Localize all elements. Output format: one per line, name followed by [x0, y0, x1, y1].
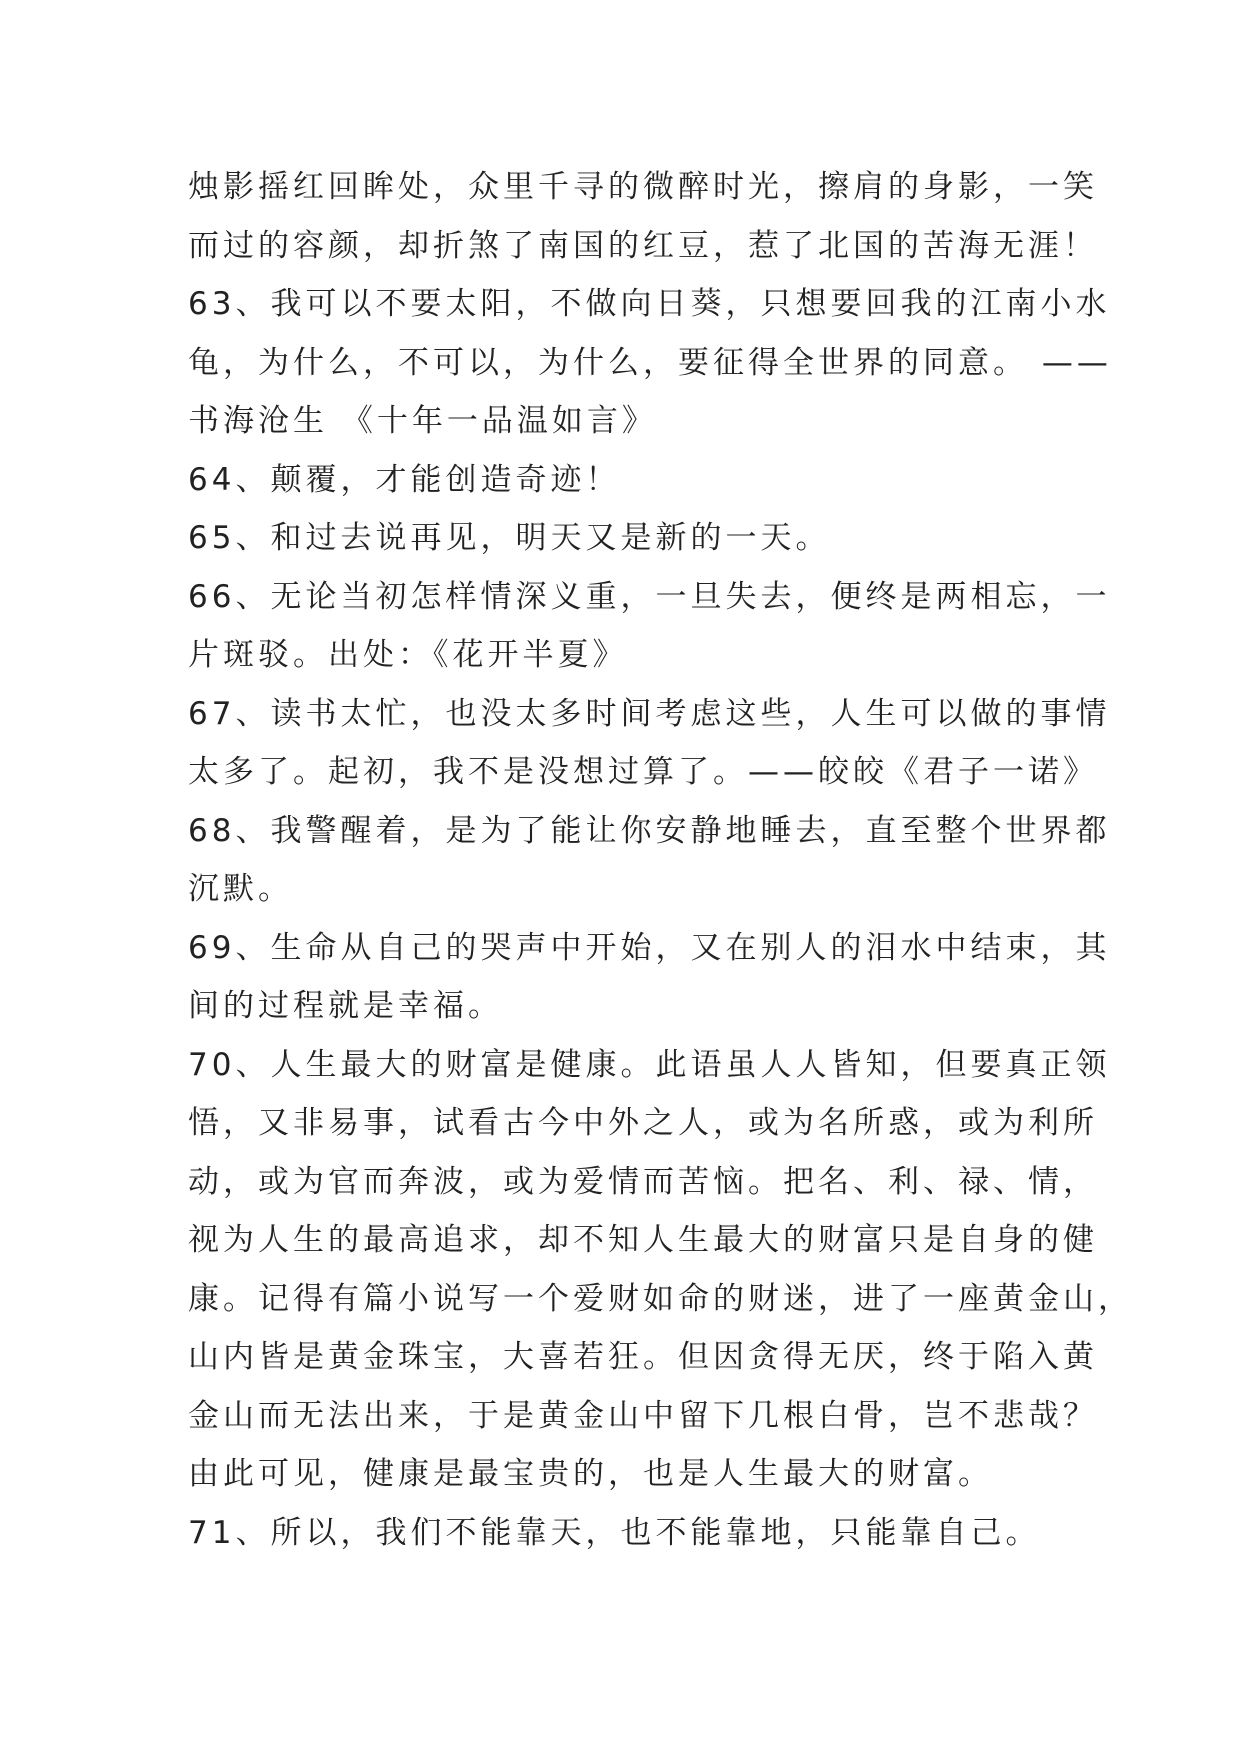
text-line: 金山而无法出来，于是黄金山中留下几根白骨，岂不悲哉？ — [188, 1397, 1098, 1434]
text-line: 68、我警醒着，是为了能让你安静地睡去，直至整个世界都 — [188, 812, 1111, 849]
body-text — [188, 158, 1133, 1562]
text-line: 龟，为什么，不可以，为什么，要征得全世界的同意。 —— — [188, 344, 1112, 381]
text-line: 动，或为官而奔波，或为爱情而苦恼。把名、利、禄、情， — [188, 1163, 1098, 1200]
text-line: 间的过程就是幸福。 — [188, 988, 503, 1024]
text-line: 康。记得有篇小说写一个爱财如命的财迷，进了一座黄金山， — [188, 1280, 1133, 1317]
text-line: 由此可见，健康是最宝贵的，也是人生最大的财富。 — [188, 1456, 993, 1492]
text-line: 沉默。 — [188, 871, 293, 907]
text-line: 太多了。起初，我不是没想过算了。——皎皎《君子一诺》 — [188, 754, 1098, 790]
text-line: 而过的容颜，却折煞了南国的红豆，惹了北国的苦海无涯！ — [188, 227, 1098, 264]
text-line: 64、颠覆，才能创造奇迹！ — [188, 461, 621, 498]
text-line: 书海沧生 《十年一品温如言》 — [188, 403, 657, 439]
text-line: 65、和过去说再见，明天又是新的一天。 — [188, 520, 831, 556]
text-line: 片斑驳。出处：《花开半夏》 — [188, 637, 628, 673]
text-line: 66、无论当初怎样情深义重，一旦失去，便终是两相忘，一 — [188, 578, 1111, 615]
text-line: 71、所以，我们不能靠天，也不能靠地，只能靠自己。 — [188, 1514, 1041, 1551]
text-line: 山内皆是黄金珠宝，大喜若狂。但因贪得无厌，终于陷入黄 — [188, 1339, 1098, 1375]
text-line: 70、人生最大的财富是健康。此语虽人人皆知，但要真正领 — [188, 1046, 1111, 1083]
text-line: 69、生命从自己的哭声中开始，又在别人的泪水中结束，其 — [188, 929, 1111, 966]
text-line: 悟，又非易事，试看古今中外之人，或为名所惑，或为利所 — [188, 1105, 1098, 1141]
text-line: 67、读书太忙，也没太多时间考虑这些，人生可以做的事情 — [188, 695, 1111, 732]
text-line: 63、我可以不要太阳，不做向日葵，只想要回我的江南小水 — [188, 286, 1111, 322]
text-line: 烛影摇红回眸处，众里千寻的微醉时光，擦肩的身影，一笑 — [188, 169, 1098, 205]
text-line: 视为人生的最高追求，却不知人生最大的财富只是自身的健 — [188, 1222, 1098, 1258]
